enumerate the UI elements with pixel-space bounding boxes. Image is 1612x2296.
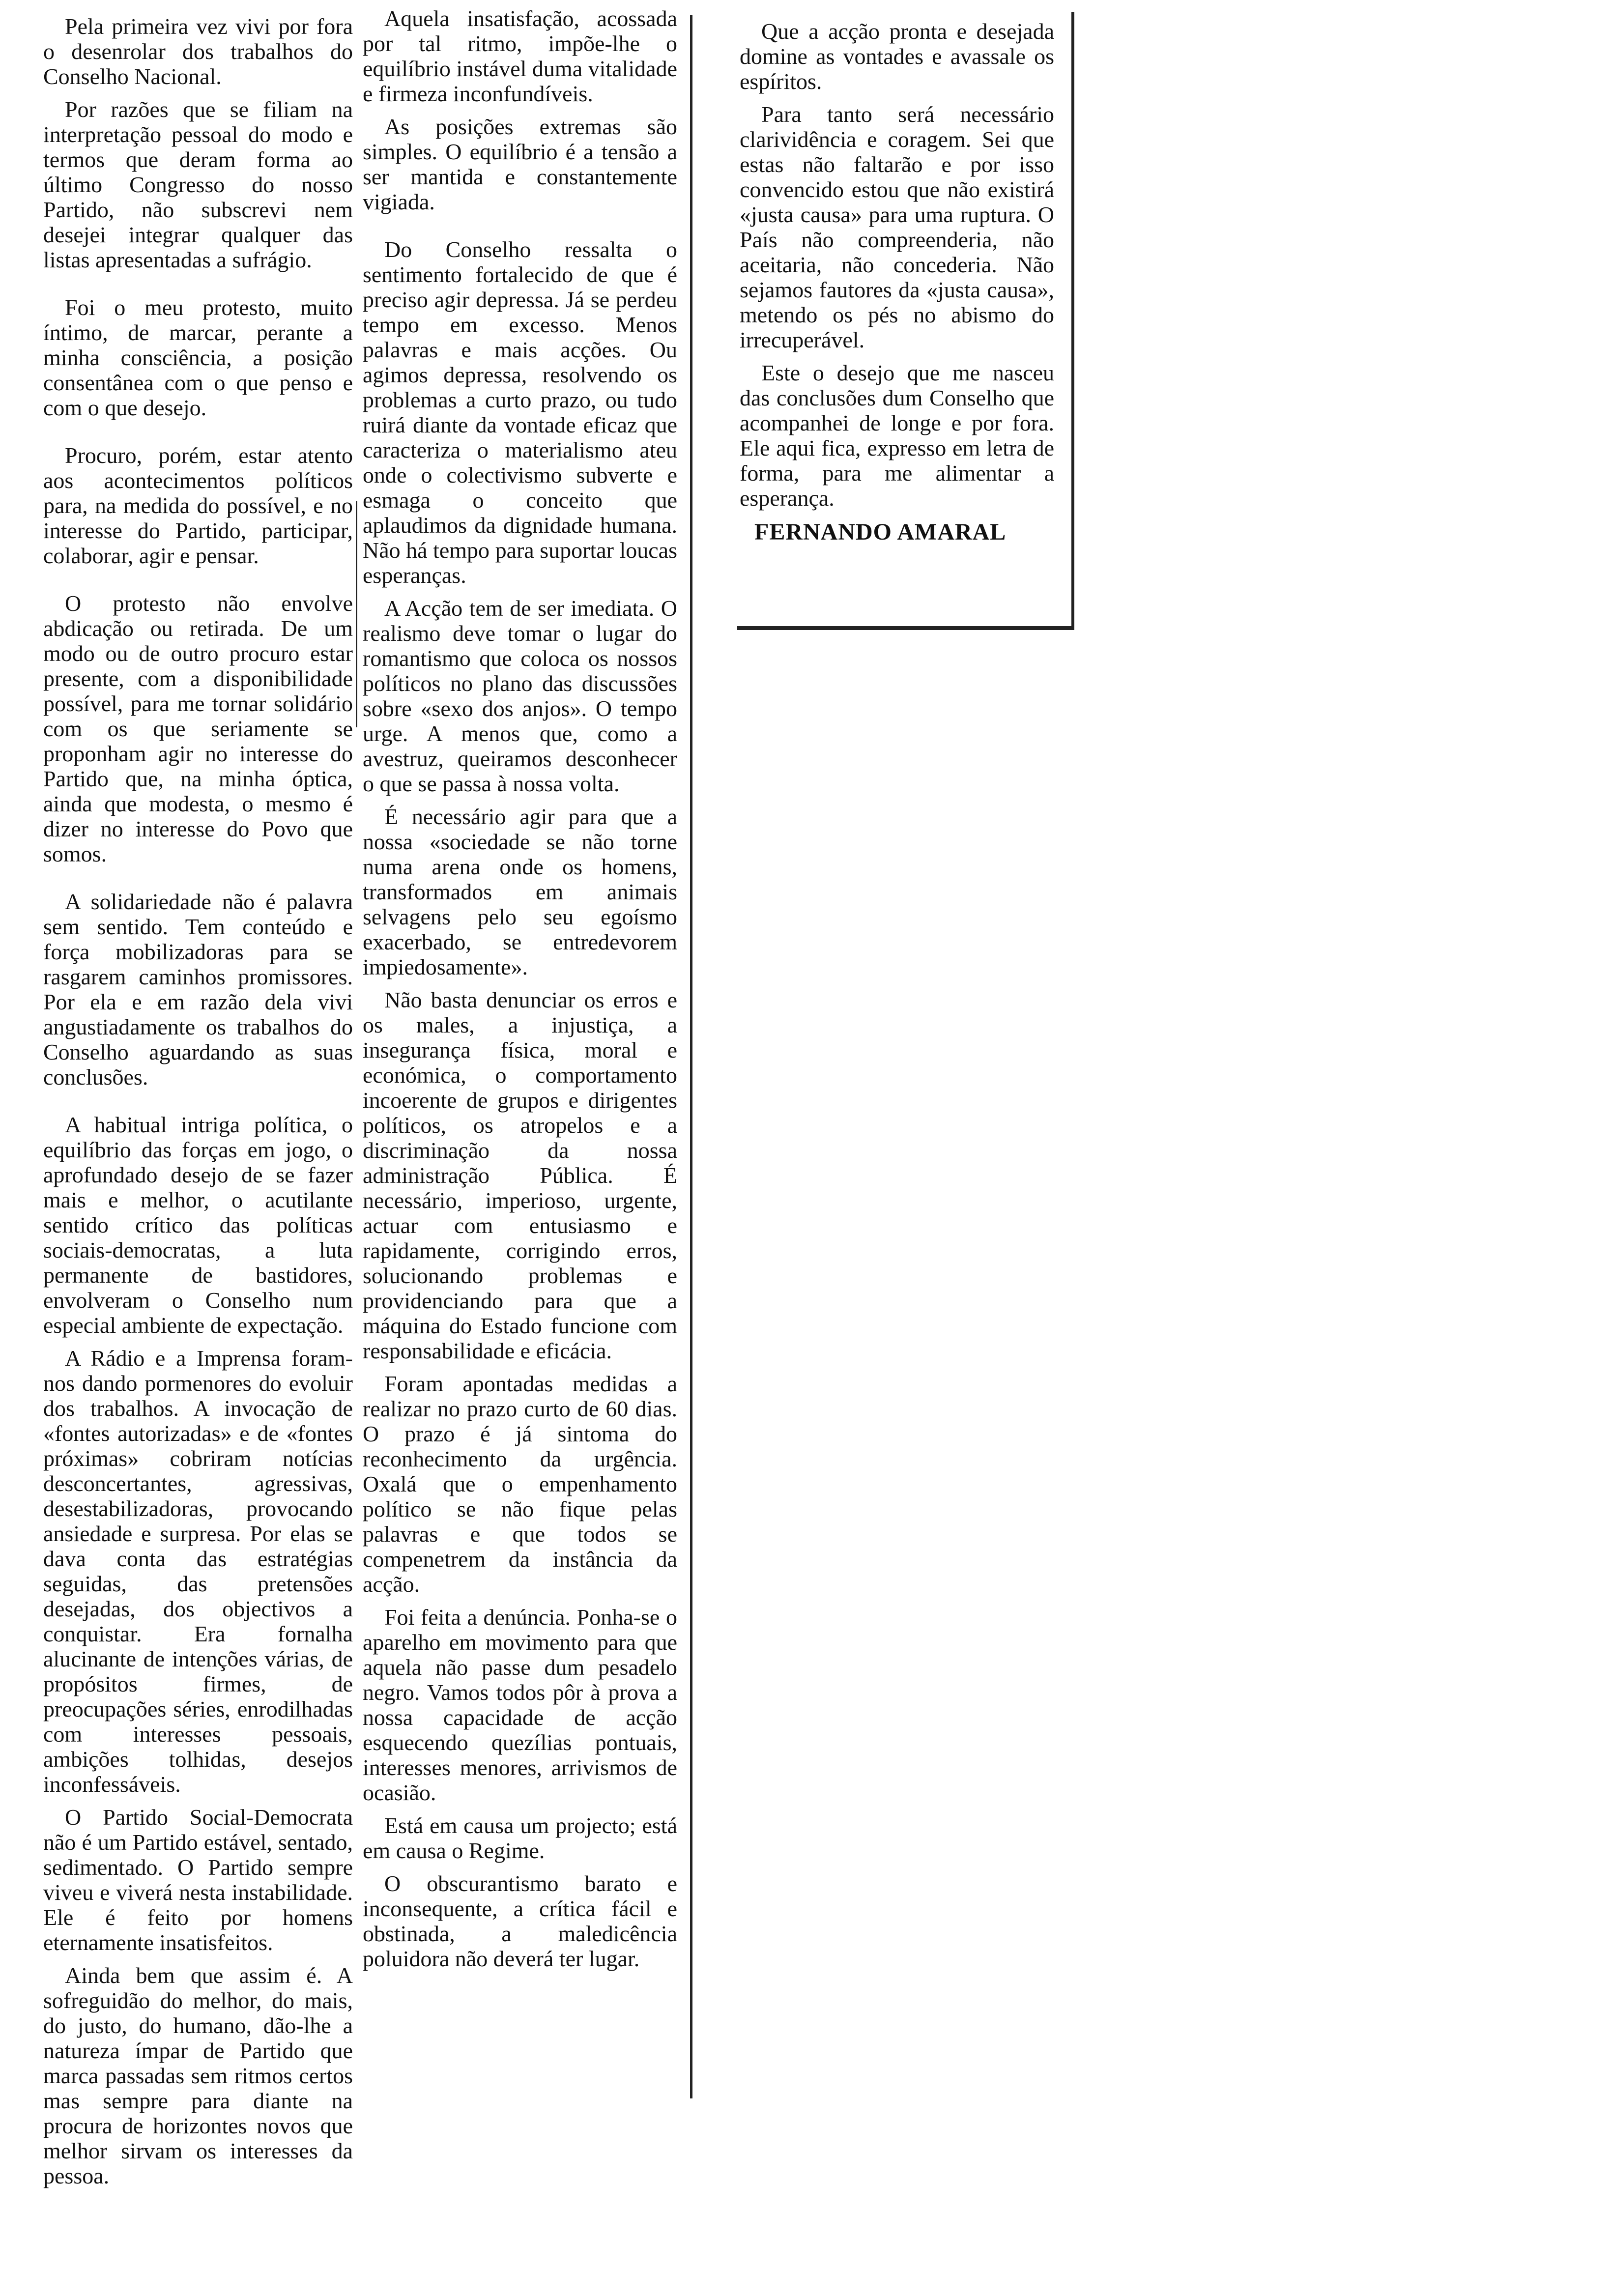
paragraph: Foi feita a denúncia. Ponha-se o aparelho em movimento para que aquela não passe dum pesadelo negro. Vamos todos pôr à prova a nossa capacidade de acção esquecendo quezílias pontuais, interesses menores, arrivismos de ocasião. bbox=[363, 1605, 677, 1805]
author-signature: FERNANDO AMARAL bbox=[754, 519, 1007, 545]
paragraph: As posições extremas são simples. O equilíbrio é a tensão a ser mantida e constantemente vigiada. bbox=[363, 114, 677, 214]
paragraph: A Acção tem de ser imediata. O realismo deve tomar o lugar do romantismo que coloca os nossos políticos no plano das discussões sobre «sexo dos anjos». O tempo urge. A menos que, como a avestruz, queiramos desconhecer o que se passa à nossa volta. bbox=[363, 596, 677, 796]
paragraph: O Partido Social-Democrata não é um Partido estável, sentado, sedimentado. O Partido sempre viveu e viverá nesta instabilidade. Ele é feito por homens eternamente insatisfeitos. bbox=[43, 1805, 353, 1955]
paragraph: A Rádio e a Imprensa foram-nos dando pormenores do evoluir dos trabalhos. A invocação de «fontes autorizadas» e de «fontes próximas» cobriram notícias desconcertantes, agressivas, desestabilizadoras, provocando ansiedade e surpresa. Por elas se dava conta das estratégias seguidas, das pretensões desejadas, dos objectivos a conquistar. Era fornalha alucinante de intenções várias, de propósitos firmes, de preocupações séries, enrodilhadas com interesses pessoais, ambições tolhidas, desejos inconfessáveis. bbox=[43, 1346, 353, 1797]
paragraph: Aquela insatisfação, acossada por tal ritmo, impõe-lhe o equilíbrio instável duma vitalidade e firmeza inconfundíveis. bbox=[363, 6, 678, 106]
paragraph: Ainda bem que assim é. A sofreguidão do melhor, do mais, do justo, do humano, dão-lhe a natureza ímpar de Partido que marca passadas sem ritmos certos mas sempre para diante na procura de horizontes novos que melhor sirvam os interesses da pessoa. bbox=[43, 1963, 353, 2188]
paragraph: Não basta denunciar os erros e os males, a injustiça, a insegurança física, moral e económica, o comportamento incoerente de grupos e dirigentes políticos, os atropelos e a discriminação da nossa administração Pública. É necessário, imperioso, urgente, actuar com entusiasmo e rapidamente, corrigindo erros, solucionando problemas e providenciando para que a máquina do Estado funcione com responsabilidade e eficácia. bbox=[363, 987, 677, 1363]
paragraph: Foi o meu protesto, muito íntimo, de marcar, perante a minha consciência, a posição consentânea com o que penso e com o que desejo. bbox=[43, 295, 353, 420]
paragraph: O obscurantismo barato e inconsequente, a crítica fácil e obstinada, a maledicência poluidora não deverá ter lugar. bbox=[363, 1871, 677, 1971]
paragraph: Para tanto será necessário clarividência e coragem. Sei que estas não faltarão e por isso convencido estou que não existirá «justa causa» para uma ruptura. O País não compreenderia, não aceitaria, não concederia. Não sejamos fautores da «justa causa», metendo os pés no abismo do irrecuperável. bbox=[740, 102, 1054, 352]
article-column-3 bbox=[740, 19, 1054, 552]
column-rule-left bbox=[356, 501, 357, 727]
paragraph: A solidariedade não é palavra sem sentido. Tem conteúdo e força mobilizadoras para se rasgarem caminhos promissores. Por ela e em razão dela vivi angustiadamente os trabalhos do Conselho aguardando as suas conclusões. bbox=[43, 889, 353, 1090]
column-rule-middle bbox=[690, 15, 692, 2098]
paragraph: Foram apontadas medidas a realizar no prazo curto de 60 dias. O prazo é já sintoma do reconhecimento da urgência. Oxalá que o empenhamento político se não fique pelas palavras e que todos se compenetrem da instância da acção. bbox=[363, 1371, 677, 1597]
article-column-2 bbox=[363, 6, 677, 1979]
paragraph: Que a acção pronta e desejada domine as vontades e avassale os espíritos. bbox=[740, 19, 1054, 94]
paragraph: Do Conselho ressalta o sentimento fortalecido de que é preciso agir depressa. Já se perdeu tempo em excesso. Menos palavras e mais acções. Ou agimos depressa, resolvendo os problemas a curto prazo, ou tudo ruirá diante da vontade eficaz que caracteriza o materialismo ateu onde o colectivismo subverte e esmaga o conceito que aplaudimos da dignidade humana. Não há tempo para suportar loucas esperanças. bbox=[363, 237, 677, 588]
article-column-1 bbox=[43, 14, 353, 2196]
paragraph: O protesto não envolve abdicação ou retirada. De um modo ou de outro procuro estar presente, com a disponibilidade possível, para me tornar solidário com os que seriamente se proponham agir no interesse do Partido que, na minha óptica, ainda que modesta, o mesmo é dizer no interesse do Povo que somos. bbox=[43, 591, 353, 866]
paragraph: Este o desejo que me nasceu das conclusões dum Conselho que acompanhei de longe e por fora. Ele aqui fica, expresso em letra de forma, para me alimentar a esperança. bbox=[740, 360, 1054, 511]
paragraph: É necessário agir para que a nossa «sociedade se não torne numa arena onde os homens, transformados em animais selvagens pelo seu egoísmo exacerbado, se entredevorem impiedosamente». bbox=[363, 804, 677, 979]
paragraph: Procuro, porém, estar atento aos acontecimentos políticos para, na medida do possível, e no interesse do Partido, participar, colaborar, agir e pensar. bbox=[43, 443, 353, 568]
paragraph: Por razões que se filiam na interpretação pessoal do modo e termos que deram forma ao último Congresso do nosso Partido, não subscrevi nem desejei integrar qualquer das listas apresentadas a sufrágio. bbox=[43, 97, 353, 272]
paragraph: Pela primeira vez vivi por fora o desenrolar dos trabalhos do Conselho Nacional. bbox=[43, 14, 353, 89]
paragraph: A habitual intriga política, o equilíbrio das forças em jogo, o aprofundado desejo de se fazer mais e melhor, o acutilante sentido crítico das políticas sociais-democratas, a luta permanente de bastidores, envolveram o Conselho num especial ambiente de expectação. bbox=[43, 1112, 353, 1338]
paragraph: Está em causa um projecto; está em causa o Regime. bbox=[363, 1813, 677, 1863]
